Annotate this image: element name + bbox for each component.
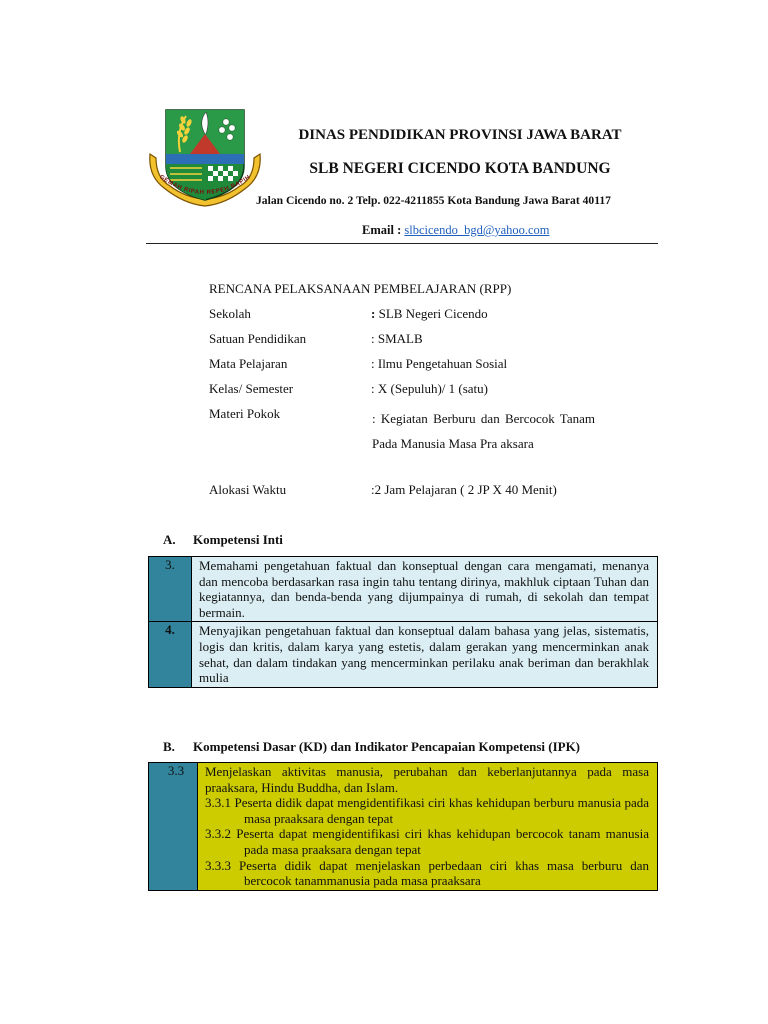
info-label-sekolah: Sekolah bbox=[209, 306, 251, 321]
header-agency-name: DINAS PENDIDIKAN PROVINSI JAWA BARAT bbox=[298, 127, 622, 143]
kompetensi-dasar-table bbox=[148, 762, 658, 891]
header-email-line bbox=[362, 223, 550, 238]
section-b-title: Kompetensi Dasar (KD) dan Indikator Pencapaian Kompetensi (IPK) bbox=[193, 739, 581, 754]
info-value-kelas: : X (Sepuluh)/ 1 (satu) bbox=[371, 381, 488, 396]
header-school-name: SLB NEGERI CICENDO KOTA BANDUNG bbox=[309, 160, 611, 177]
ki-text: Menyajikan pengetahuan faktual dan konseptual dalam bahasa yang jelas, sistematis, logis dan kritis, dalam karya yang estetis, dalam gerakan yang mencerminkan anak sehat, dan dalam tindakan yang mencerminkan perilaku anak beriman dan berakhlak mulia bbox=[192, 622, 658, 687]
info-value-materi: : Kegiatan Berburu dan Bercocok Tanam Pada Manusia Masa Pra aksara bbox=[372, 411, 595, 451]
header-divider bbox=[146, 243, 658, 244]
ipk-item: 3.3.1 Peserta didik dapat mengidentifikasi ciri khas kehidupan berburu manusia pada masa praaksara dengan tepat bbox=[205, 795, 649, 826]
info-value-alokasi: :2 Jam Pelajaran ( 2 JP X 40 Menit) bbox=[371, 482, 557, 497]
svg-text:GEMAH RIPAH REPEH RAPIH: GEMAH RIPAH REPEH RAPIH bbox=[158, 174, 252, 197]
table-row bbox=[149, 622, 658, 687]
section-a-heading bbox=[163, 532, 283, 548]
info-value-satuan: : SMALB bbox=[371, 331, 423, 346]
ki-text: Memahami pengetahuan faktual dan konseptual dengan cara mengamati, menanya dan mencoba berdasarkan rasa ingin tahu tentang dirinya, makhluk ciptaan Tuhan dan kegiatannya, dan benda-benda yang dijumpainya di rumah, di sekolah dan tempat bermain. bbox=[192, 557, 658, 622]
kd-cell bbox=[198, 763, 658, 891]
ki-number: 4. bbox=[149, 622, 192, 687]
email-link[interactable]: slbcicendo_bgd@yahoo.com bbox=[404, 223, 550, 237]
table-row bbox=[149, 557, 658, 622]
section-a-letter: A. bbox=[163, 532, 176, 547]
info-value-mapel: : Ilmu Pengetahuan Sosial bbox=[371, 356, 508, 371]
email-label: Email : bbox=[362, 223, 405, 237]
section-b-heading bbox=[163, 739, 580, 755]
section-a-title: Kompetensi Inti bbox=[193, 532, 283, 547]
info-label-kelas: Kelas/ Semester bbox=[209, 381, 294, 396]
kd-number: 3.3 bbox=[149, 763, 198, 891]
table-row bbox=[149, 763, 658, 891]
info-label-materi: Materi Pokok bbox=[209, 406, 281, 421]
kompetensi-inti-table bbox=[148, 556, 658, 688]
info-label-mapel: Mata Pelajaran bbox=[209, 356, 288, 371]
header-address: Jalan Cicendo no. 2 Telp. 022-4211855 Kota Bandung Jawa Barat 40117 bbox=[256, 194, 611, 207]
info-label-satuan: Satuan Pendidikan bbox=[209, 331, 307, 346]
ipk-item: 3.3.2 Peserta dapat mengidentifikasi ciri khas kehidupan bercocok tanam manusia pada masa praaksara dengan tepat bbox=[205, 826, 649, 857]
kd-text: Menjelaskan aktivitas manusia, perubahan dan keberlanjutannya pada masa praaksara, Hindu Buddha, dan Islam. bbox=[205, 764, 649, 795]
west-java-emblem-logo bbox=[146, 104, 264, 212]
section-b-letter: B. bbox=[163, 739, 175, 754]
ki-number: 3. bbox=[149, 557, 192, 622]
info-value-sekolah: : SLB Negeri Cicendo bbox=[371, 306, 488, 321]
document-title: RENCANA PELAKSANAAN PEMBELAJARAN (RPP) bbox=[209, 281, 512, 296]
ipk-item: 3.3.3 Peserta didik dapat menjelaskan perbedaan ciri khas masa berburu dan bercocok tanammanusia pada masa praaksara bbox=[205, 857, 649, 889]
info-label-alokasi: Alokasi Waktu bbox=[209, 482, 287, 497]
